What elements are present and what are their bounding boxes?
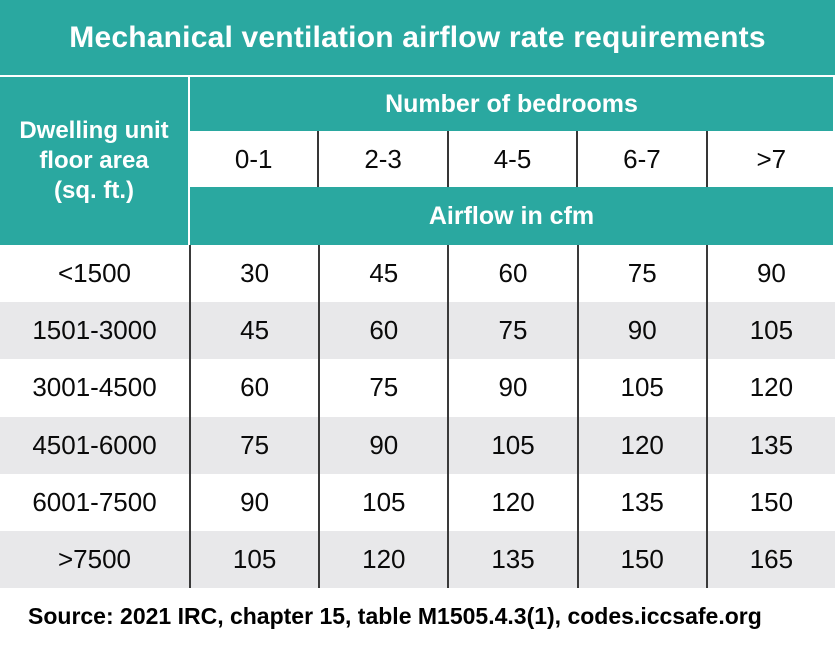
data-cell: 105	[577, 359, 706, 416]
unit-header: Airflow in cfm	[190, 187, 833, 245]
data-cell: 120	[577, 417, 706, 474]
title-band	[0, 0, 835, 75]
column-header-2-3: 2-3	[317, 131, 446, 187]
row-label: <1500	[57, 258, 132, 289]
data-cell: 75	[447, 302, 576, 359]
data-cell: 75	[318, 359, 447, 416]
table-body	[0, 245, 835, 588]
column-header-4-5: 4-5	[447, 131, 576, 187]
row-label: 3001-4500	[32, 372, 157, 403]
data-cell: 75	[577, 245, 706, 302]
column-group-header: Number of bedrooms	[190, 77, 833, 131]
row-group-header	[0, 77, 190, 245]
data-cell: 60	[318, 302, 447, 359]
data-cell: 150	[706, 474, 835, 531]
row-label: >7500	[57, 543, 132, 574]
data-cell: 105	[318, 474, 447, 531]
table-row	[0, 359, 835, 416]
data-cell: 135	[447, 531, 576, 588]
row-label: 6001-7500	[32, 486, 157, 517]
data-cell: 90	[447, 359, 576, 416]
table-row	[0, 417, 835, 474]
table-row	[0, 474, 835, 531]
data-cell: 120	[706, 359, 835, 416]
data-cell: 105	[706, 302, 835, 359]
data-cell: 135	[706, 417, 835, 474]
data-cell: 165	[706, 531, 835, 588]
column-header-gt7: >7	[706, 131, 835, 187]
row-group-header-line-1: Dwelling unit	[19, 117, 169, 144]
footer	[0, 588, 835, 645]
column-header-6-7: 6-7	[576, 131, 705, 187]
data-cell: 120	[447, 474, 576, 531]
data-cell: 90	[318, 417, 447, 474]
data-cell: 105	[189, 531, 318, 588]
source-note: Source: 2021 IRC, chapter 15, table M1505.4.3(1), codes.iccsafe.org	[28, 603, 762, 629]
column-header-0-1: 0-1	[234, 143, 273, 174]
data-cell: 120	[318, 531, 447, 588]
row-group-header-line-3: (sq. ft.)	[54, 177, 134, 204]
row-label: 4501-6000	[32, 429, 157, 460]
row-group-header-line-2: floor area	[39, 147, 149, 174]
data-cell: 60	[447, 245, 576, 302]
table-row	[0, 245, 835, 302]
row-label: 1501-3000	[32, 315, 157, 346]
data-cell: 75	[189, 417, 318, 474]
data-cell: 30	[189, 245, 318, 302]
table-header	[0, 75, 835, 245]
data-cell: 90	[706, 245, 835, 302]
column-headers-row	[190, 131, 835, 187]
page-title: Mechanical ventilation airflow rate requirements	[69, 20, 766, 54]
data-cell: 150	[577, 531, 706, 588]
table-row	[0, 531, 835, 588]
data-cell: 105	[447, 417, 576, 474]
table-row	[0, 302, 835, 359]
data-cell: 60	[189, 359, 318, 416]
data-cell: 45	[189, 302, 318, 359]
data-cell: 45	[318, 245, 447, 302]
data-cell: 90	[189, 474, 318, 531]
data-cell: 135	[577, 474, 706, 531]
data-cell: 90	[577, 302, 706, 359]
